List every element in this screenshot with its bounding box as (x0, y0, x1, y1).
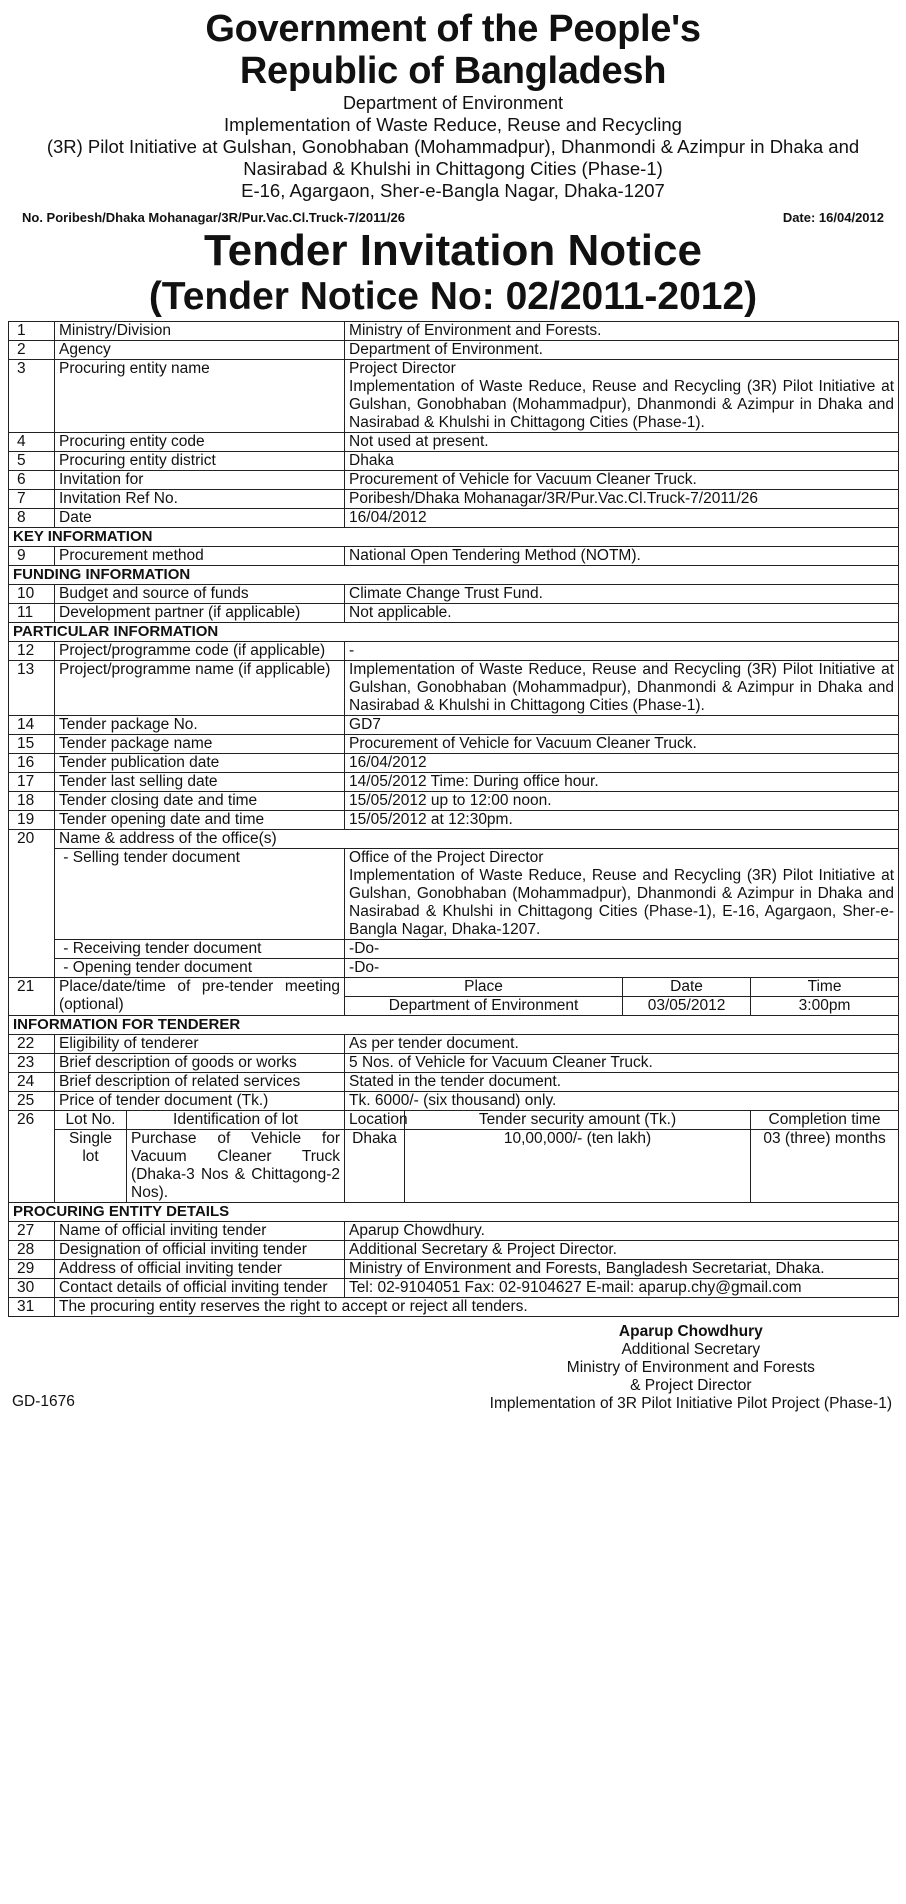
section-heading-procuring-entity-details: PROCURING ENTITY DETAILS (9, 1203, 899, 1222)
row-value: Not applicable. (345, 604, 899, 623)
row-label: Project/programme code (if applicable) (55, 642, 345, 661)
location-header: Location (345, 1111, 405, 1130)
table-row (9, 1260, 899, 1279)
table-row (9, 1073, 899, 1092)
row-number: 16 (9, 754, 55, 773)
table-row (9, 735, 899, 754)
row-label: Name & address of the office(s) (55, 830, 899, 849)
row-label: Tender last selling date (55, 773, 345, 792)
row-number: 2 (9, 341, 55, 360)
table-row (9, 509, 899, 528)
row-number: 10 (9, 585, 55, 604)
table-row (9, 1222, 899, 1241)
notice-date: Date: 16/04/2012 (782, 210, 884, 225)
row-value (345, 360, 899, 433)
row-label: Agency (55, 341, 345, 360)
meeting-place: Department of Environment (345, 997, 623, 1016)
row-number: 14 (9, 716, 55, 735)
row-label: Budget and source of funds (55, 585, 345, 604)
lot-location: Dhaka (345, 1130, 405, 1203)
row-number: 29 (9, 1260, 55, 1279)
section-header-row (9, 1203, 899, 1222)
table-row (9, 811, 899, 830)
row-number: 7 (9, 490, 55, 509)
row-value: Additional Secretary & Project Director. (345, 1241, 899, 1260)
row-number: 9 (9, 547, 55, 566)
table-row (9, 830, 899, 849)
row-value: Implementation of Waste Reduce, Reuse and Recycling (3R) Pilot Initiative at Gulshan, Gonobhaban (Mohammadpur), Dhanmondi & Azimpur in Dhaka and Nasirabad & Khulshi in Chittagong Cities (Phase-1). (345, 661, 899, 716)
row-label: Tender package No. (55, 716, 345, 735)
row-label: Date (55, 509, 345, 528)
reference-number: No. Poribesh/Dhaka Mohanagar/3R/Pur.Vac.Cl.Truck-7/2011/26 (22, 210, 405, 225)
row-text: The procuring entity reserves the right to accept or reject all tenders. (55, 1298, 899, 1317)
row-value: 14/05/2012 Time: During office hour. (345, 773, 899, 792)
table-row (9, 716, 899, 735)
publication-code: GD-1676 (12, 1393, 75, 1410)
row-label: Development partner (if applicable) (55, 604, 345, 623)
row-number: 11 (9, 604, 55, 623)
row-label: Brief description of goods or works (55, 1054, 345, 1073)
table-row (9, 642, 899, 661)
signatory-name: Aparup Chowdhury (618, 1323, 763, 1340)
section-header-row (9, 528, 899, 547)
row-value (345, 849, 899, 940)
row-value: Aparup Chowdhury. (345, 1222, 899, 1241)
row-number: 13 (9, 661, 55, 716)
signatory-ministry: Ministry of Environment and Forests (566, 1359, 815, 1376)
table-row (9, 978, 899, 997)
table-row (9, 792, 899, 811)
row-label: Project/programme name (if applicable) (55, 661, 345, 716)
notice-number: (Tender Notice No: 02/2011-2012) (148, 275, 758, 318)
row-number: 21 (9, 978, 55, 1016)
row-value: Poribesh/Dhaka Mohanagar/3R/Pur.Vac.Cl.Truck-7/2011/26 (345, 490, 899, 509)
row-number: 27 (9, 1222, 55, 1241)
row-number: 4 (9, 433, 55, 452)
row-number: 1 (9, 322, 55, 341)
row-value: Ministry of Environment and Forests, Bangladesh Secretariat, Dhaka. (345, 1260, 899, 1279)
row-value: Not used at present. (345, 433, 899, 452)
row-label: Designation of official inviting tender (55, 1241, 345, 1260)
row-label: Price of tender document (Tk.) (55, 1092, 345, 1111)
row-value: Department of Environment. (345, 341, 899, 360)
row-number: 31 (9, 1298, 55, 1317)
row-number: 8 (9, 509, 55, 528)
row-number: 23 (9, 1054, 55, 1073)
table-row (9, 433, 899, 452)
row-label-receiving: - Receiving tender document (55, 940, 345, 959)
row-value: -Do- (345, 959, 899, 978)
table-row (9, 341, 899, 360)
table-row (9, 471, 899, 490)
row-label: Tender package name (55, 735, 345, 754)
notice-header (8, 8, 898, 202)
row-number: 3 (9, 360, 55, 433)
department-name: Department of Environment (342, 93, 564, 113)
row-value-line: Office of the Project Director (349, 849, 544, 866)
section-heading-particular-information: PARTICULAR INFORMATION (9, 623, 899, 642)
row-number: 22 (9, 1035, 55, 1054)
row-value: 16/04/2012 (345, 509, 899, 528)
row-number: 6 (9, 471, 55, 490)
security-amount: 10,00,000/- (ten lakh) (405, 1130, 751, 1203)
tender-notice-page (8, 8, 898, 1888)
row-number: 12 (9, 642, 55, 661)
table-row (9, 940, 899, 959)
signatory-project: Implementation of 3R Pilot Initiative Pilot Project (Phase-1) (489, 1395, 892, 1412)
row-label: Tender opening date and time (55, 811, 345, 830)
row-number: 30 (9, 1279, 55, 1298)
table-row (9, 849, 899, 940)
identification-header: Identification of lot (127, 1111, 345, 1130)
row-label: Brief description of related services (55, 1073, 345, 1092)
row-value-line: Project Director (349, 360, 456, 377)
table-row (9, 1092, 899, 1111)
row-label: Ministry/Division (55, 322, 345, 341)
section-header-row (9, 1016, 899, 1035)
row-number: 15 (9, 735, 55, 754)
project-line-3: Nasirabad & Khulshi in Chittagong Cities (Phase-1) (243, 158, 663, 179)
table-row (9, 1279, 899, 1298)
lot-number: Single lot (55, 1130, 127, 1203)
completion-time: 03 (three) months (751, 1130, 899, 1203)
table-row (9, 490, 899, 509)
signatory-title: Additional Secretary (621, 1341, 761, 1358)
table-row (9, 360, 899, 433)
row-value: National Open Tendering Method (NOTM). (345, 547, 899, 566)
row-number: 18 (9, 792, 55, 811)
row-value: - (345, 642, 899, 661)
table-row (9, 959, 899, 978)
row-number: 28 (9, 1241, 55, 1260)
table-row (9, 1111, 899, 1130)
signature-block (8, 1323, 898, 1413)
table-row (9, 604, 899, 623)
row-label-opening: - Opening tender document (55, 959, 345, 978)
row-label: Eligibility of tenderer (55, 1035, 345, 1054)
section-header-row (9, 623, 899, 642)
section-heading-information-for-tenderer: INFORMATION FOR TENDERER (9, 1016, 899, 1035)
tender-details-table (8, 321, 899, 1317)
row-label: Invitation for (55, 471, 345, 490)
row-label: Invitation Ref No. (55, 490, 345, 509)
table-row (9, 1130, 899, 1203)
project-line-1: Implementation of Waste Reduce, Reuse and Recycling (224, 114, 682, 135)
row-value: Procurement of Vehicle for Vacuum Cleaner Truck. (345, 735, 899, 754)
reference-row (22, 210, 884, 225)
project-line-2: (3R) Pilot Initiative at Gulshan, Gonobhaban (Mohammadpur), Dhanmondi & Azimpur in Dhaka and (46, 136, 860, 157)
meeting-date: 03/05/2012 (623, 997, 751, 1016)
row-number: 20 (9, 830, 55, 978)
row-label: Tender closing date and time (55, 792, 345, 811)
row-label-selling: - Selling tender document (55, 849, 345, 940)
row-label: Address of official inviting tender (55, 1260, 345, 1279)
section-heading-funding-information: FUNDING INFORMATION (9, 566, 899, 585)
row-number: 24 (9, 1073, 55, 1092)
table-row (9, 585, 899, 604)
row-number: 26 (9, 1111, 55, 1203)
completion-time-header: Completion time (751, 1111, 899, 1130)
row-label: Tender publication date (55, 754, 345, 773)
table-row (9, 754, 899, 773)
row-number: 19 (9, 811, 55, 830)
row-label: Procuring entity name (55, 360, 345, 433)
row-value: Stated in the tender document. (345, 1073, 899, 1092)
row-value: Tk. 6000/- (six thousand) only. (345, 1092, 899, 1111)
section-heading-key-information: KEY INFORMATION (9, 528, 899, 547)
table-row (9, 773, 899, 792)
row-value: Procurement of Vehicle for Vacuum Cleaner Truck. (345, 471, 899, 490)
meeting-place-header: Place (345, 978, 623, 997)
table-row (9, 452, 899, 471)
row-label: Place/date/time of pre-tender meeting (optional) (55, 978, 345, 1016)
row-number: 17 (9, 773, 55, 792)
signatory-role: & Project Director (630, 1377, 752, 1394)
table-row (9, 1241, 899, 1260)
row-number: 5 (9, 452, 55, 471)
row-value: 15/05/2012 up to 12:00 noon. (345, 792, 899, 811)
government-title-line2: Republic of Bangladesh (239, 50, 667, 92)
row-value: 16/04/2012 (345, 754, 899, 773)
meeting-time: 3:00pm (751, 997, 899, 1016)
lot-identification: Purchase of Vehicle for Vacuum Cleaner Truck (Dhaka-3 Nos & Chittagong-2 Nos). (127, 1130, 345, 1203)
row-value: 15/05/2012 at 12:30pm. (345, 811, 899, 830)
row-value-line: Implementation of Waste Reduce, Reuse and Recycling (3R) Pilot Initiative at Gulshan, Gonobhaban (Mohammadpur), Dhanmondi & Azimpur in Dhaka and Nasirabad & Khulshi in Chittagong Cities (Phase-1). (349, 378, 895, 431)
row-value: Ministry of Environment and Forests. (345, 322, 899, 341)
lot-header: Lot No. (55, 1111, 127, 1130)
table-row (9, 1035, 899, 1054)
table-row (9, 661, 899, 716)
notice-title: Tender Invitation Notice (204, 226, 702, 275)
row-value: Dhaka (345, 452, 899, 471)
meeting-time-header: Time (751, 978, 899, 997)
row-number: 25 (9, 1092, 55, 1111)
row-value: As per tender document. (345, 1035, 899, 1054)
table-row (9, 1298, 899, 1317)
security-amount-header: Tender security amount (Tk.) (405, 1111, 751, 1130)
row-value: 5 Nos. of Vehicle for Vacuum Cleaner Truck. (345, 1054, 899, 1073)
row-label: Contact details of official inviting tender (55, 1279, 345, 1298)
row-label: Name of official inviting tender (55, 1222, 345, 1241)
row-value: -Do- (345, 940, 899, 959)
office-address: E-16, Agargaon, Sher-e-Bangla Nagar, Dhaka-1207 (241, 180, 665, 201)
row-value: GD7 (345, 716, 899, 735)
section-header-row (9, 566, 899, 585)
row-value: Climate Change Trust Fund. (345, 585, 899, 604)
row-label: Procuring entity code (55, 433, 345, 452)
table-row (9, 547, 899, 566)
row-label: Procurement method (55, 547, 345, 566)
meeting-date-header: Date (623, 978, 751, 997)
table-row (9, 322, 899, 341)
row-label: Procuring entity district (55, 452, 345, 471)
row-value: Tel: 02-9104051 Fax: 02-9104627 E-mail: aparup.chy@gmail.com (345, 1279, 899, 1298)
government-title: Government of the People's (205, 8, 701, 50)
table-row (9, 1054, 899, 1073)
row-value-line: Implementation of Waste Reduce, Reuse and Recycling (3R) Pilot Initiative at Gulshan, Gonobhaban (Mohammadpur), Dhanmondi & Azimpur in Dhaka and Nasirabad & Khulshi in Chittagong Cities (Phase-1), E-16, Agargaon, Sher-e-Bangla Nagar, Dhaka-1207. (349, 867, 895, 938)
